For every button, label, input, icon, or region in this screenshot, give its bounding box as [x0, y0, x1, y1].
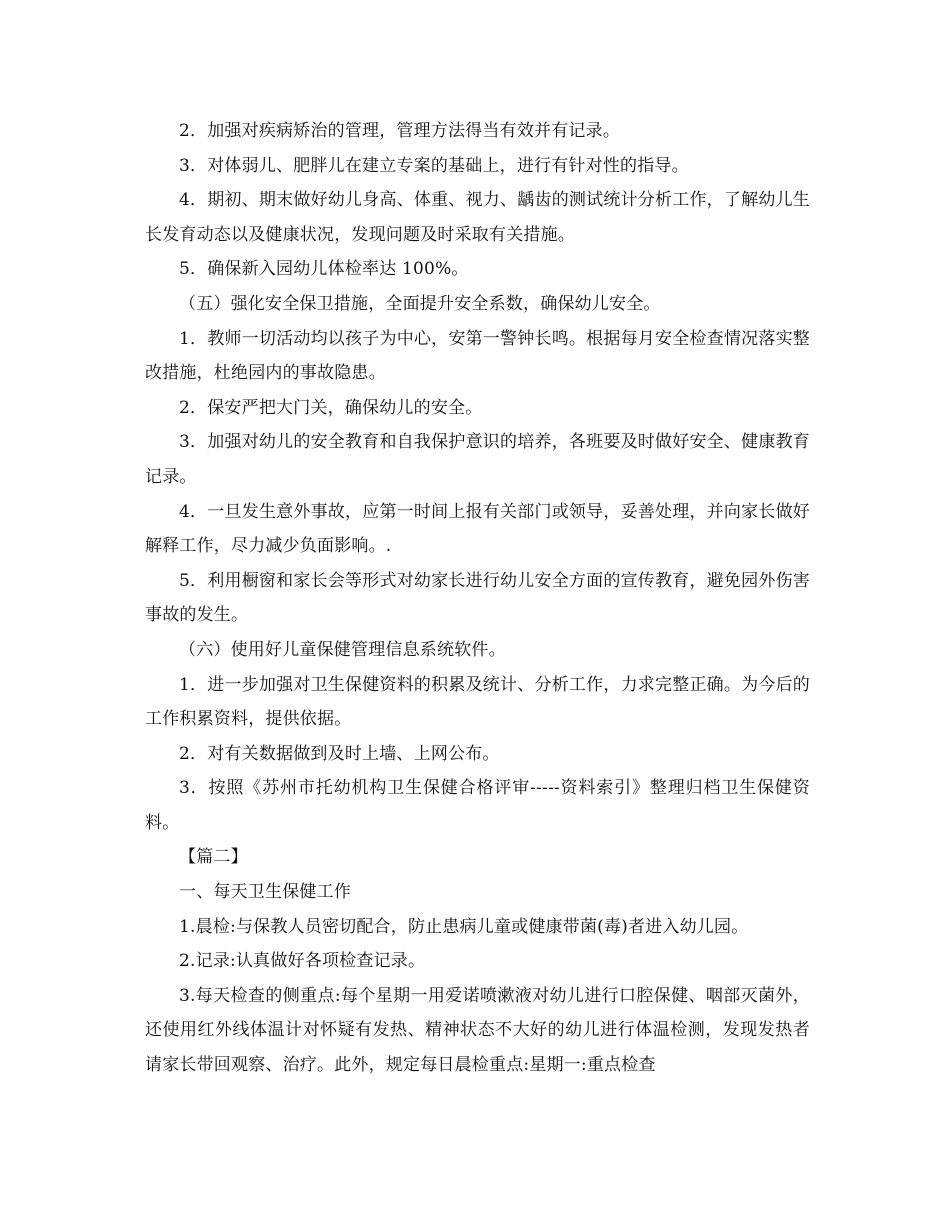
paragraph-18: 2.记录:认真做好各项检查记录。 [179, 951, 426, 972]
paragraph-7: 2．保安严把大门关，确保幼儿的安全。 [179, 397, 483, 418]
paragraph-9: 4．一旦发生意外事故，应第一时间上报有关部门或领导，妥善处理，并向家长做好解释工作，尽力减少负面影响。. [145, 501, 810, 557]
section-heading-1: 一、每天卫生保健工作 [179, 882, 351, 903]
paragraph-2: 3．对体弱儿、肥胖儿在建立专案的基础上，进行有针对性的指导。 [179, 155, 689, 176]
paragraph-8: 3．加强对幼儿的安全教育和自我保护意识的培养，各班要及时做好安全、健康教育记录。 [145, 432, 810, 487]
paragraph-10: 5．利用橱窗和家长会等形式对幼家长进行幼儿安全方面的宣传教育，避免园外伤害事故的发生。 [145, 570, 810, 626]
paragraph-6: 1．教师一切活动均以孩子为中心，安第一警钟长鸣。根据每月安全检查情况落实整改措施，杜绝园内的事故隐患。 [145, 328, 810, 384]
paragraph-19: 3.每天检查的侧重点:每个星期一用爱诺喷漱液对幼儿进行口腔保健、咽部灭菌外，还使用红外线体温计对怀疑有发热、精神状态不大好的幼儿进行体温检测，发现发热者请家长带回观察、治疗。此外，规定每日晨检重点:星期一:重点检查 [145, 985, 810, 1076]
paragraph-13: 2．对有关数据做到及时上墙、上网公布。 [179, 743, 500, 764]
chapter-heading: 【篇二】 [179, 847, 248, 868]
paragraph-4: 5．确保新入园幼儿体检率达 100%。 [179, 259, 469, 280]
paragraph-1: 2．加强对疾病矫治的管理，管理方法得当有效并有记录。 [179, 121, 621, 141]
section-heading-6: （六）使用好儿童保健管理信息系统软件。 [179, 639, 506, 660]
document-body [145, 114, 810, 1083]
section-heading-5: （五）强化安全保卫措施，全面提升安全系数，确保幼儿安全。 [179, 293, 661, 314]
paragraph-3: 4．期初、期末做好幼儿身高、体重、视力、龋齿的测试统计分析工作，了解幼儿生长发育动态以及健康状况，发现问题及时采取有关措施。 [145, 190, 810, 245]
paragraph-12: 1．进一步加强对卫生保健资料的积累及统计、分析工作，力求完整正确。为今后的工作积累资料，提供依据。 [145, 674, 810, 730]
paragraph-17: 1.晨检:与保教人员密切配合，防止患病儿童或健康带菌(毒)者进入幼儿园。 [179, 916, 749, 937]
paragraph-14: 3．按照《苏州市托幼机构卫生保健合格评审-----资料索引》整理归档卫生保健资料。 [145, 778, 810, 833]
